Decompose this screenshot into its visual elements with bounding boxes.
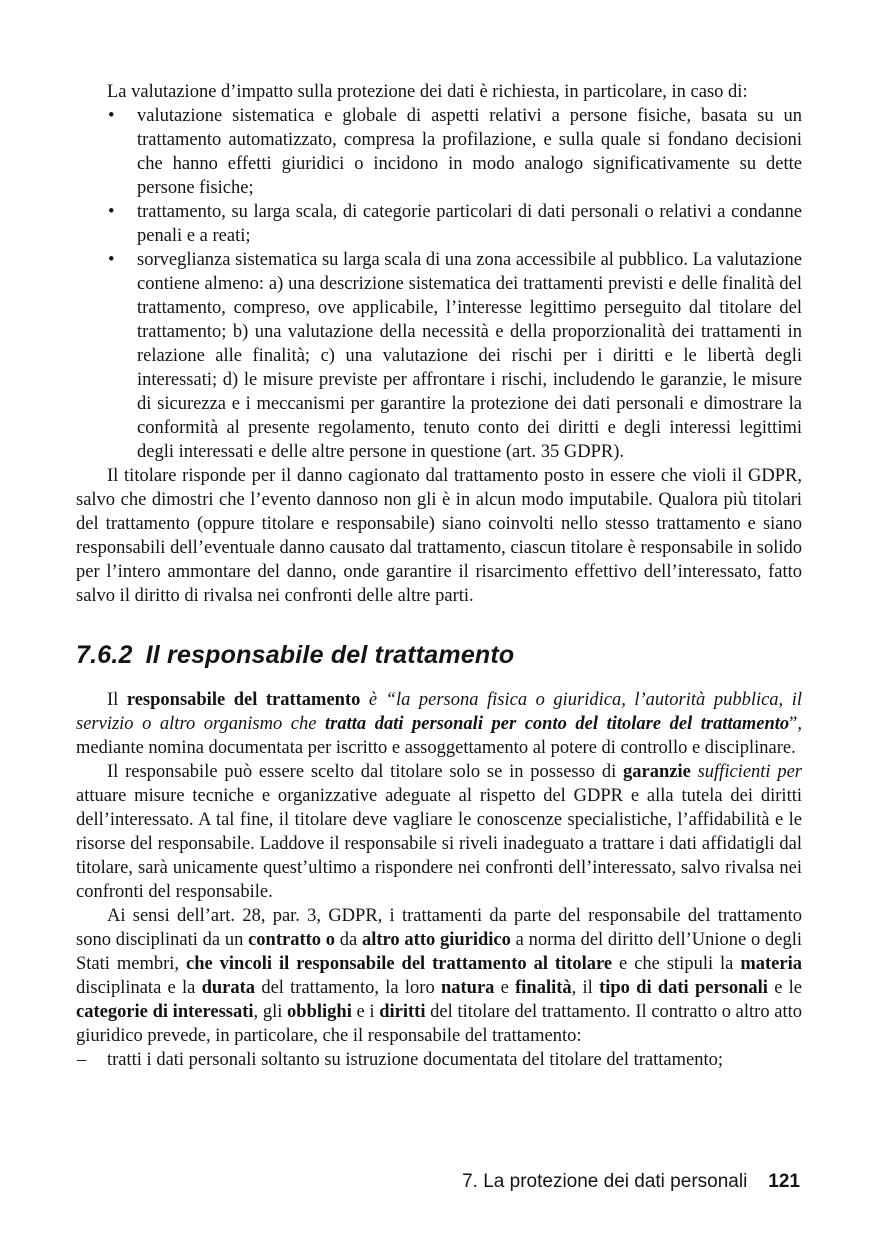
text-run: durata [201,978,256,998]
page-footer [462,1170,800,1194]
text-run: e che stipuli la [612,954,741,974]
text-run: altro atto giuridico [361,930,511,950]
text-run: responsabile del trattamento [126,690,361,710]
bullet-icon: • [108,106,115,126]
text-run: e [494,978,516,998]
text-run: tratti i dati personali soltanto su istruzione documentata del titolare del trattamento; [107,1050,723,1070]
text-run: che vincoli il responsabile del trattamento al titolare [185,954,613,974]
bullet-item [76,200,802,248]
text-run: diritti [379,1002,426,1022]
text-run: finalità [515,978,572,998]
paragraph [76,760,802,904]
text-run: obblighi [287,1002,352,1022]
text-run: ”, mediante nomina documentata per iscritto e assoggettamento al potere di controllo e disciplinare. [76,714,803,758]
paragraph [76,688,802,760]
text-run: tipo di dati personali [599,978,768,998]
dash-icon: – [77,1050,87,1070]
text-run [360,690,369,710]
text-run: trattamento, su larga scala, di categorie particolari di dati personali o relativi a condanne penali e a reati; [137,202,802,246]
text-run: da [335,930,362,950]
footer-chapter-title: 7. La protezione dei dati personali [462,1171,748,1192]
text-run: è “la persona fisica o giuridica, l’autorità pubblica, il servizio o altro organismo che [76,690,802,734]
text-run: del trattamento, la loro [255,978,441,998]
paragraph [76,464,802,608]
paragraph [76,80,802,104]
text-run: e i [351,1002,380,1022]
bullet-item [76,104,802,200]
text-run: categorie di interessati [76,1002,254,1022]
text-run: natura [440,978,495,998]
dash-item [76,1048,802,1072]
page-body [76,80,802,1072]
section-number: 7.6.2 [76,641,133,669]
text-run: , gli [253,1002,288,1022]
footer-page-number: 121 [768,1171,800,1192]
text-run: sorveglianza sistematica su larga scala di una zona accessibile al pubblico. La valutazione contiene almeno: a) una descrizione sistematica dei trattamenti previsti e delle finalità del trattamento, compreso, ove applicabile, l’interesse legittimo perseguito dal titolare del trattamento; b) una valutazione della necessità e della proporzionalità dei trattamenti in relazione alle finalità; c) una valutazione dei rischi per i diritti e le libertà degli interessati; d) le misure previste per affrontare i rischi, includendo le garanzie, le misure di sicurezza e i meccanismi per garantire la protezione dei dati personali e dimostrare la conformità al presente regolamento, tenuto conto dei diritti e degli interessi legittimi degli interessati e delle altre persone in questione (art. 35 GDPR). [137,250,802,462]
paragraph [76,904,802,1048]
text-run: contratto o [248,930,336,950]
text-run: a norma del diritto dell’Unione o degli Stati membri, [76,930,802,974]
section-heading [76,641,802,669]
text-run: Il titolare risponde per il danno cagionato dal trattamento posto in essere che violi il GDPR, salvo che dimostri che l’evento dannoso non gli è in alcun modo imputabile. Qualora più titolari del trattamento (oppure titolare e responsabile) siano coinvolti nello stesso trattamento e siano responsabili dell’eventuale danno causato dal trattamento, ciascun titolare è responsabile in solido per l’intero ammontare del danno, onde garantire il risarcimento effettivo dell’interessato, fatto salvo il diritto di rivalsa nei confronti delle altre parti. [76,466,802,606]
text-run: Il [107,690,127,710]
bullet-icon: • [108,250,115,270]
text-run: Il responsabile può essere scelto dal titolare solo se in possesso di [107,762,623,782]
text-run: attuare misure tecniche e organizzative adeguate al rispetto del GDPR e alla tutela dei diritti dell’interessato. A tal fine, il titolare deve vagliare le conoscenze specialistiche, l’affidabilità e le risorse del responsabile. Laddove il responsabile si riveli inadeguato a trattare i dati affidatigli dal titolare, sarà unicamente quest’ultimo a rispondere nei confronti dell’interessato, salvo rivalsa nei confronti del responsabile. [76,786,802,902]
bullet-item [76,248,802,464]
text-run: tratta dati personali per conto del titolare del trattamento [325,714,790,734]
text-run: valutazione sistematica e globale di aspetti relativi a persone fisiche, basata su un trattamento automatizzato, compresa la profilazione, e sulla quale si fondano decisioni che hanno effetti giuridici o incidono in modo analogo significativamente su dette persone fisiche; [137,106,802,198]
text-run: La valutazione d’impatto sulla protezione dei dati è richiesta, in particolare, in caso di: [107,82,748,102]
text-run [691,762,698,782]
text-run: Ai sensi dell’art. 28, par. 3, GDPR, i trattamenti da parte del responsabile del trattamento sono disciplinati da un [76,906,802,950]
section-title: Il responsabile del trattamento [145,641,515,669]
text-run: del titolare del trattamento. Il contratto o altro atto giuridico prevede, in particolare, che il responsabile del trattamento: [76,1002,802,1046]
text-run: disciplinata e la [76,978,202,998]
text-run: , il [571,978,600,998]
text-run: sufficienti per [697,762,802,782]
bullet-icon: • [108,202,115,222]
text-run: e le [767,978,803,998]
text-run: garanzie [623,762,691,782]
text-run: materia [740,954,802,974]
